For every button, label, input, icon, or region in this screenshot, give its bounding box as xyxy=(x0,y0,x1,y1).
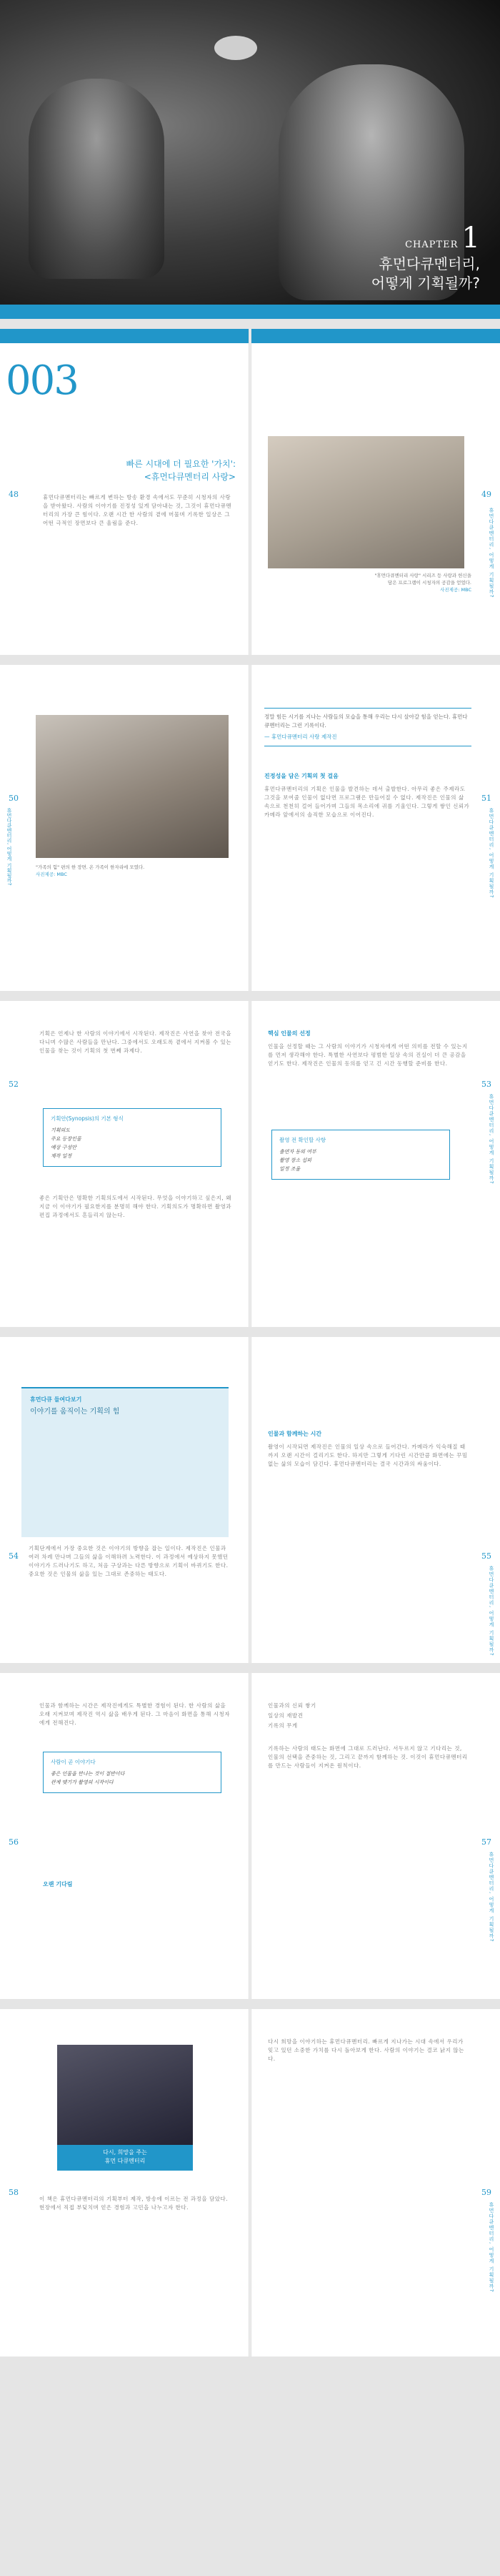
photo-caption xyxy=(371,572,471,593)
folio-left: 52 xyxy=(9,1080,19,1089)
memo-line: 일정 조율 xyxy=(279,1166,301,1172)
caption-text: "휴먼다큐멘터리 사랑" 시리즈 등 사랑과 헌신을 담은 프로그램이 시청자의 공감을 얻었다. xyxy=(374,573,471,586)
running-head: 휴먼다큐멘터리, 어떻게 기획될까? xyxy=(489,508,494,598)
subhead: 인물과 함께하는 시간 xyxy=(268,1431,322,1437)
feature-tag: 휴먼다큐 들여다보기 xyxy=(30,1396,82,1403)
spine xyxy=(249,665,251,991)
bullet-item: 기록의 무게 xyxy=(268,1722,298,1729)
memo-box xyxy=(43,1752,221,1793)
chapter-title-line1: 휴먼다큐멘터리, xyxy=(379,255,480,272)
body-text: 다시 희망을 이야기하는 휴먼다큐멘터리. 빠르게 지나가는 시대 속에서 우리가 잊고 있던 소중한 가치를 다시 돌아보게 한다. 사람의 이야기는 결코 낡지 않는다. xyxy=(268,2038,464,2062)
body-text: 기획은 언제나 한 사람의 이야기에서 시작된다. 제작진은 사연을 찾아 전국을 다니며 수많은 사람들을 만난다. 그중에서도 오래도록 곁에서 지켜볼 수 있는 인물을 찾는 것이 기획의 첫 번째 과제다. xyxy=(39,1030,231,1054)
memo-title: 기획안(Synopsis)의 기본 형식 xyxy=(51,1115,124,1122)
memo-line: 좋은 인물을 만나는 것이 절반이다 xyxy=(51,1771,125,1777)
feature-box xyxy=(21,1387,229,1537)
memo-line: 예상 구성안 xyxy=(51,1145,77,1150)
running-head: 휴먼다큐멘터리, 어떻게 기획될까? xyxy=(6,808,12,886)
book-cover-band xyxy=(57,2145,193,2171)
memo-title: 사람이 곧 이야기다 xyxy=(51,1759,96,1765)
body-text: 기획단계에서 가장 중요한 것은 이야기의 방향을 잡는 일이다. 제작진은 인물과 여러 차례 만나며 그들의 삶을 이해하려 노력한다. 이 과정에서 예상하지 못했던 이야기가 드러나기도 하고, 처음 구상과는 다른 방향으로 기획이 바뀌기도 한다. 중요한 것은 인물의 삶을 있는 그대로 존중하는 태도다. xyxy=(29,1545,229,1577)
folio-right: 57 xyxy=(481,1837,491,1847)
folio-left: 56 xyxy=(9,1837,19,1847)
folio-left: 54 xyxy=(9,1551,19,1561)
chapter-label: CHAPTER xyxy=(405,240,459,250)
running-head: 휴먼다큐멘터리, 어떻게 기획될까? xyxy=(489,808,494,899)
memo-line: 기획의도 xyxy=(51,1127,71,1133)
section-003-spread xyxy=(0,329,500,665)
folio-right: 51 xyxy=(481,794,491,803)
closing-spread xyxy=(0,2009,500,2367)
memo-line: 주요 등장인물 xyxy=(51,1136,81,1142)
sidebar-spread xyxy=(0,1337,500,1673)
section-number: 003 xyxy=(6,357,78,404)
caption-credit: 사진제공: MBC xyxy=(440,587,471,593)
photo-caption xyxy=(36,864,229,878)
folio-right: 55 xyxy=(481,1551,491,1561)
band-line1: 다시, 희망을 주는 xyxy=(103,2149,147,2156)
quote-text: 정말 힘든 시기를 지나는 사람들의 모습을 통해 우리는 다시 살아갈 힘을 얻는다. 휴먼다큐멘터리는 그런 기록이다. xyxy=(264,714,468,729)
chapter-title-line2: 어떻게 기획될까? xyxy=(371,275,480,292)
blue-band xyxy=(0,305,500,319)
memo-box xyxy=(43,1108,221,1167)
body-text: 좋은 기획안은 명확한 기획의도에서 시작된다. 무엇을 이야기하고 싶은지, 왜 지금 이 이야기가 필요한지를 분명히 해야 한다. 기획의도가 명확하면 촬영과 편집 과정에서도 흔들리지 않는다. xyxy=(39,1195,231,1218)
body-text: 휴먼다큐멘터리는 빠르게 변하는 방송 환경 속에서도 꾸준히 시청자의 사랑을 받아왔다. 사람의 이야기를 진정성 있게 담아내는 것, 그것이 휴먼다큐멘터리의 가장 큰 힘이다. 오랜 시간 한 사람의 곁에 머물며 기록한 일상은 그 어떤 극적인 장면보다 큰 울림을 준다. xyxy=(43,494,232,526)
subhead: 오랜 기다림 xyxy=(43,1881,73,1887)
memo-line: 관계 맺기가 촬영의 시작이다 xyxy=(51,1780,114,1785)
memo-line: 촬영 장소 섭외 xyxy=(279,1158,312,1163)
chapter-title-block xyxy=(371,222,480,293)
memo-line: 출연자 동의 여부 xyxy=(279,1149,316,1155)
body-text: 인물과 함께하는 시간은 제작진에게도 특별한 경험이 된다. 한 사람의 삶을 오래 지켜보며 제작진 역시 삶을 배우게 된다. 그 마음이 화면을 통해 시청자에게 전해진다. xyxy=(39,1702,230,1726)
spine xyxy=(249,329,251,655)
folio-right: 49 xyxy=(481,490,491,499)
memo-line: 제작 일정 xyxy=(51,1153,72,1159)
hospital-corridor-photo xyxy=(268,436,464,568)
body-text: 인물을 선정할 때는 그 사람의 이야기가 시청자에게 어떤 의미를 전할 수 있는지를 먼저 생각해야 한다. 특별한 사연보다 평범한 일상 속의 진실이 더 큰 공감을 얻기도 한다. 제작진은 인물의 동의를 얻고 긴 시간 동행할 준비를 한다. xyxy=(268,1043,468,1067)
heading-line2: <휴먼다큐멘터리 사랑> xyxy=(144,472,236,482)
memo-title: 촬영 전 확인할 사항 xyxy=(279,1137,326,1143)
folio-right: 53 xyxy=(481,1080,491,1089)
feature-title: 이야기를 움직이는 기획의 힘 xyxy=(30,1408,120,1416)
folio-right: 59 xyxy=(481,2188,491,2197)
heading-line1: 빠른 시대에 더 필요한 '가치': xyxy=(126,459,236,469)
subhead: 핵심 인물의 선정 xyxy=(268,1030,311,1037)
bullet-list xyxy=(268,1702,468,1732)
bullet-item: 일상의 재발견 xyxy=(268,1712,304,1719)
spine xyxy=(249,1001,251,1327)
bullet-item: 인물과의 신뢰 쌓기 xyxy=(268,1702,316,1709)
spine xyxy=(249,1337,251,1663)
subhead: 진정성을 담은 기획의 첫 걸음 xyxy=(264,773,339,779)
caption-credit: 사진제공: MBC xyxy=(36,872,67,877)
pull-quote xyxy=(264,708,471,746)
running-head: 휴먼다큐멘터리, 어떻게 기획될까? xyxy=(489,1566,494,1657)
family-photo xyxy=(36,715,229,858)
memo-box xyxy=(271,1130,450,1180)
book-cover-photo xyxy=(57,2045,193,2145)
caption-text: "가족의 힘" 편의 한 장면. 온 가족이 한자리에 모였다. xyxy=(36,864,145,870)
body-text: 기록하는 사람의 태도는 화면에 그대로 드러난다. 서두르지 않고 기다리는 것, 인물의 선택을 존중하는 것, 그리고 끝까지 함께하는 것. 이것이 휴먼다큐멘터리를 만드는 사람들이 지켜온 원칙이다. xyxy=(268,1745,468,1769)
chapter-opener-spread xyxy=(0,0,500,329)
spine xyxy=(249,2009,251,2357)
man-figure xyxy=(29,79,164,279)
memo-spread-2 xyxy=(0,1673,500,2009)
folio-left: 48 xyxy=(9,490,19,499)
running-head: 휴먼다큐멘터리, 어떻게 기획될까? xyxy=(489,1094,494,1185)
body-text: 휴먼다큐멘터리의 기획은 인물을 발견하는 데서 출발한다. 아무리 좋은 주제라도 그것을 보여줄 인물이 없다면 프로그램은 만들어질 수 없다. 제작진은 인물의 삶 속으로 천천히 걸어 들어가며 그들의 목소리에 귀를 기울인다. 그렇게 쌓인 신뢰가 카메라 앞에서의 솔직한 모습으로 이어진다. xyxy=(264,786,470,818)
chapter-number: 1 xyxy=(461,222,480,255)
folio-left: 58 xyxy=(9,2188,19,2197)
body-text: 이 책은 휴먼다큐멘터리의 기획부터 제작, 방송에 이르는 전 과정을 담았다. 현장에서 직접 부딪치며 얻은 경험과 고민을 나누고자 한다. xyxy=(39,2196,229,2211)
family-photo-spread xyxy=(0,665,500,1001)
memo-spread xyxy=(0,1001,500,1337)
band-line2: 휴먼 다큐멘터리 xyxy=(104,2158,146,2164)
spine xyxy=(249,1673,251,1999)
quote-credit: — 휴먼다큐멘터리 사랑 제작진 xyxy=(264,734,337,740)
running-head: 휴먼다큐멘터리, 어떻게 기획될까? xyxy=(489,2202,494,2293)
section-heading xyxy=(43,458,236,483)
body-text: 촬영이 시작되면 제작진은 인물의 일상 속으로 들어간다. 카메라가 익숙해질 때까지 오랜 시간이 걸리기도 한다. 하지만 그렇게 기다린 시간만큼 화면에는 꾸밈없는 삶의 모습이 담긴다. 휴먼다큐멘터리는 결국 시간과의 싸움이다. xyxy=(268,1444,468,1467)
running-head: 휴먼다큐멘터리, 어떻게 기획될까? xyxy=(489,1852,494,1943)
showerhead xyxy=(214,36,257,60)
folio-left: 50 xyxy=(9,794,19,803)
